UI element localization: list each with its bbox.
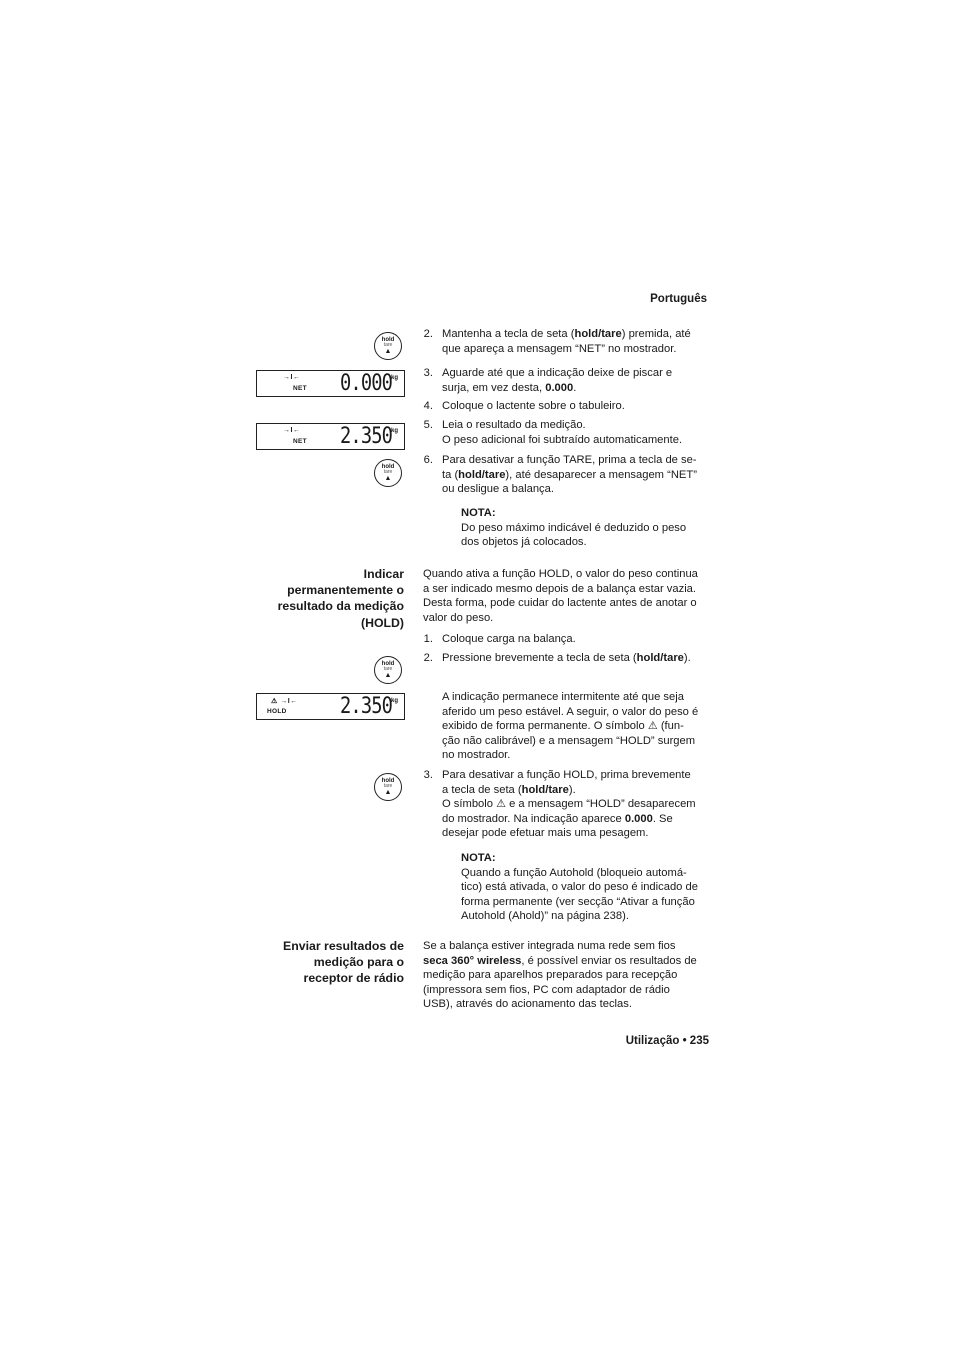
step-text: Pressione brevemente a tecla de seta (hold/tare). bbox=[442, 652, 691, 664]
zero-symbol-icon: →I← bbox=[283, 427, 301, 434]
hold-tare-key-icon: hold tare ▲ bbox=[374, 332, 402, 360]
step-number: 3. bbox=[423, 367, 433, 379]
step-text: Coloque carga na balança. bbox=[442, 633, 576, 645]
step-number: 5. bbox=[423, 419, 433, 431]
arrow-up-icon: ▲ bbox=[384, 475, 392, 482]
step-number: 6. bbox=[423, 454, 433, 466]
step-number: 1. bbox=[423, 633, 433, 645]
display-unit: kg bbox=[391, 375, 399, 381]
note-title: NOTA: bbox=[461, 507, 496, 519]
warning-icon: ⚠ bbox=[496, 798, 506, 811]
arrow-up-icon: ▲ bbox=[384, 672, 392, 679]
note-block: NOTA: Do peso máximo indicável é deduzido o peso dos objetos já colocados. bbox=[461, 507, 687, 549]
warning-icon: ⚠ bbox=[647, 720, 658, 733]
step-number: 3. bbox=[423, 769, 433, 781]
note-block: NOTA: Quando a função Autohold (bloqueio automá- tico) está ativada, o valor do peso é indicado de forma permanente (ver secção “Ativar a função Autohold (Ahold)” na página 238). bbox=[461, 852, 698, 923]
warning-zero-symbol-icon: ⚠ →I← bbox=[271, 698, 298, 705]
note-title: NOTA: bbox=[461, 852, 496, 864]
step-number: 4. bbox=[423, 400, 433, 412]
display-unit: kg bbox=[391, 428, 399, 434]
scale-display-hold bbox=[256, 693, 405, 720]
display-value: 0.000 bbox=[340, 371, 393, 396]
step-text: Leia o resultado da medição. O peso adicional foi subtraído automaticamente. bbox=[442, 419, 683, 446]
display-label: NET bbox=[293, 438, 307, 445]
arrow-up-icon: ▲ bbox=[384, 789, 392, 796]
step-text: Para desativar a função TARE, prima a tecla de se- ta (hold/tare), até desaparecer a mensagem “NET” ou desligue a balança. bbox=[442, 454, 697, 496]
send-paragraph: Se a balança estiver integrada numa rede sem fios seca 360° wireless, é possível enviar os resultados de medição para aparelhos preparados para recepção (impressora sem fios, PC com adaptador de rádio USB), através do acionamento das teclas. bbox=[423, 940, 697, 1011]
language-header: Português bbox=[650, 293, 707, 305]
step-text: Coloque o lactente sobre o tabuleiro. bbox=[442, 400, 625, 412]
display-label: NET bbox=[293, 385, 307, 392]
section-heading-hold: Indicar permanentemente o resultado da medição (HOLD) bbox=[277, 567, 404, 630]
step-number: 2. bbox=[423, 652, 433, 664]
hold-tare-key-icon: hold tare ▲ bbox=[374, 459, 402, 487]
hold-paragraph: A indicação permanece intermitente até que seja aferido um peso estável. A seguir, o valor do peso é exibido de forma permanente. O símbolo ⚠ (fun- ção não calibrável) e a mensagem “HOLD” surgem no mostrador. bbox=[442, 691, 699, 762]
section-heading-send: Enviar resultados de medição para o receptor de rádio bbox=[283, 939, 404, 986]
step-text: Mantenha a tecla de seta (hold/tare) premida, até que apareça a mensagem “NET” no mostrador. bbox=[442, 328, 691, 355]
hold-tare-key-icon: hold tare ▲ bbox=[374, 773, 402, 801]
scale-display-net-zero bbox=[256, 370, 405, 397]
step-text: Aguarde até que a indicação deixe de piscar e surja, em vez desta, 0.000. bbox=[442, 367, 673, 394]
arrow-up-icon: ▲ bbox=[384, 348, 392, 355]
display-label: HOLD bbox=[267, 708, 287, 715]
display-value: 2.350 bbox=[340, 424, 393, 449]
hold-intro: Quando ativa a função HOLD, o valor do peso continua a ser indicado mesmo depois de a balança estar vazia. Desta forma, pode cuidar do lactente antes de anotar o valor do peso. bbox=[423, 568, 698, 624]
hold-tare-key-icon: hold tare ▲ bbox=[374, 656, 402, 684]
scale-display-net-value bbox=[256, 423, 405, 450]
display-unit: kg bbox=[391, 698, 399, 704]
step-text: Para desativar a função HOLD, prima brevemente a tecla de seta (hold/tare). O símbolo ⚠ e a mensagem “HOLD” desaparecem do mostrador. Na indicação aparece 0.000. Se desejar pode efetuar mais uma pesagem. bbox=[442, 769, 696, 840]
page-footer: Utilização • 235 bbox=[625, 1035, 709, 1047]
display-value: 2.350 bbox=[340, 694, 393, 719]
zero-symbol-icon: →I← bbox=[283, 374, 301, 381]
step-number: 2. bbox=[423, 328, 433, 340]
